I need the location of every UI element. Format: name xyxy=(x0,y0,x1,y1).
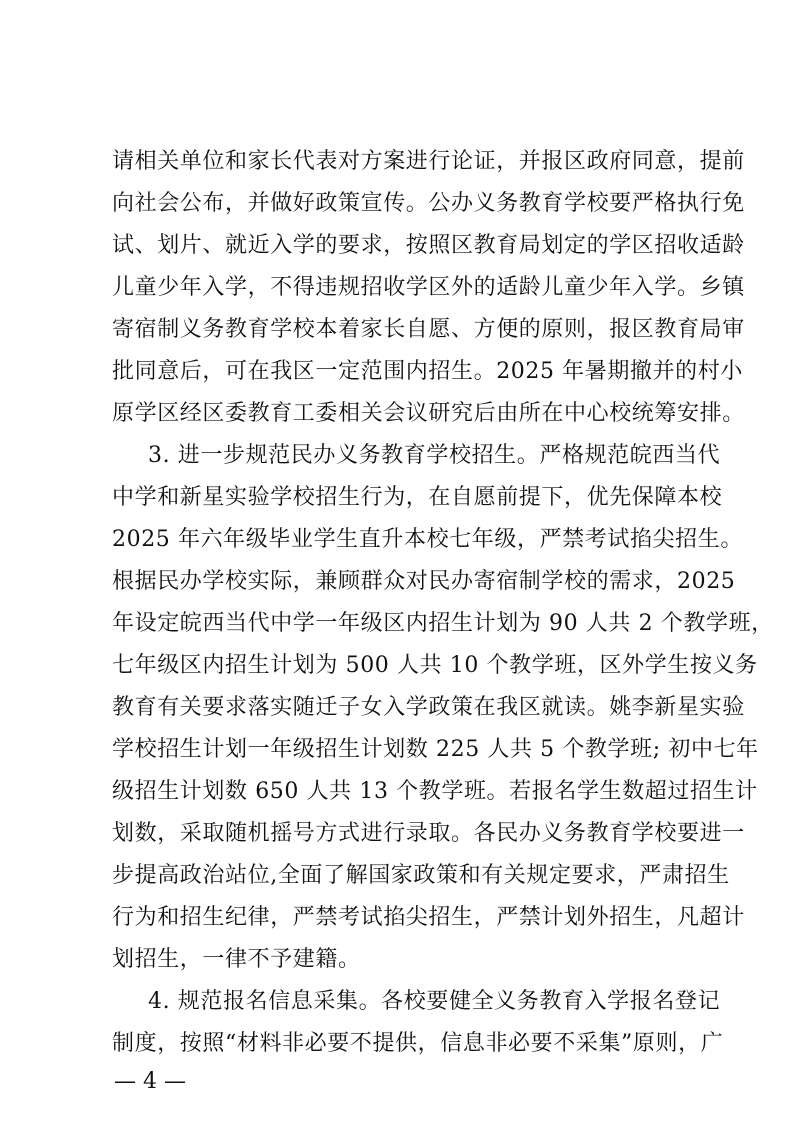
text-line: 步提高政治站位,全面了解国家政策和有关规定要求，严肃招生 xyxy=(112,863,730,888)
text-line: 向社会公布，并做好政策宣传。公办义务教育学校要严格执行免 xyxy=(112,191,745,216)
text-line: 2025 年六年级毕业学生直升本校七年级，严禁考试掐尖招生。 xyxy=(112,527,743,552)
section-3-heading-line: 3. 进一步规范民办义务教育学校招生。严格规范皖西当代 xyxy=(148,443,721,468)
text-line: 级招生计划数 650 人共 13 个教学班。若报名学生数超过招生计 xyxy=(112,779,758,804)
page-number: — 4 — xyxy=(114,1069,186,1094)
text-line: 批同意后，可在我区一定范围内招生。2025 年暑期撤并的村小 xyxy=(112,359,743,384)
text-line: 试、划片、就近入学的要求，按照区教育局划定的学区招收适龄 xyxy=(112,233,745,258)
section-4-heading-line: 4. 规范报名信息采集。各校要健全义务教育入学报名登记 xyxy=(148,989,721,1014)
text-line: 年设定皖西当代中学一年级区内招生计划为 90 人共 2 个教学班， xyxy=(112,611,774,636)
text-line: 学校招生计划一年级招生计划数 225 人共 5 个教学班; 初中七年 xyxy=(112,737,759,762)
text-line: 中学和新星实验学校招生行为，在自愿前提下，优先保障本校 xyxy=(112,485,723,510)
text-line: 教育有关要求落实随迁子女入学政策在我区就读。姚李新星实验 xyxy=(112,695,745,720)
text-line: 寄宿制义务教育学校本着家长自愿、方便的原则，报区教育局审 xyxy=(112,317,745,342)
text-line: 请相关单位和家长代表对方案进行论证，并报区政府同意，提前 xyxy=(112,149,745,174)
text-line: 制度，按照“材料非必要不提供，信息非必要不采集”原则，广 xyxy=(112,1031,724,1056)
text-line: 原学区经区委教育工委相关会议研究后由所在中心校统筹安排。 xyxy=(112,401,745,426)
text-line: 划数，采取随机摇号方式进行录取。各民办义务教育学校要进一 xyxy=(112,821,745,846)
text-line: 根据民办学校实际，兼顾群众对民办寄宿制学校的需求，2025 xyxy=(112,569,736,594)
text-line: 划招生，一律不予建籍。 xyxy=(112,947,361,972)
text-line: 儿童少年入学，不得违规招收学区外的适龄儿童少年入学。乡镇 xyxy=(112,275,745,300)
text-line: 行为和招生纪律，严禁考试掐尖招生，严禁计划外招生，凡超计 xyxy=(112,905,745,930)
text-line: 七年级区内招生计划为 500 人共 10 个教学班，区外学生按义务 xyxy=(112,653,758,678)
